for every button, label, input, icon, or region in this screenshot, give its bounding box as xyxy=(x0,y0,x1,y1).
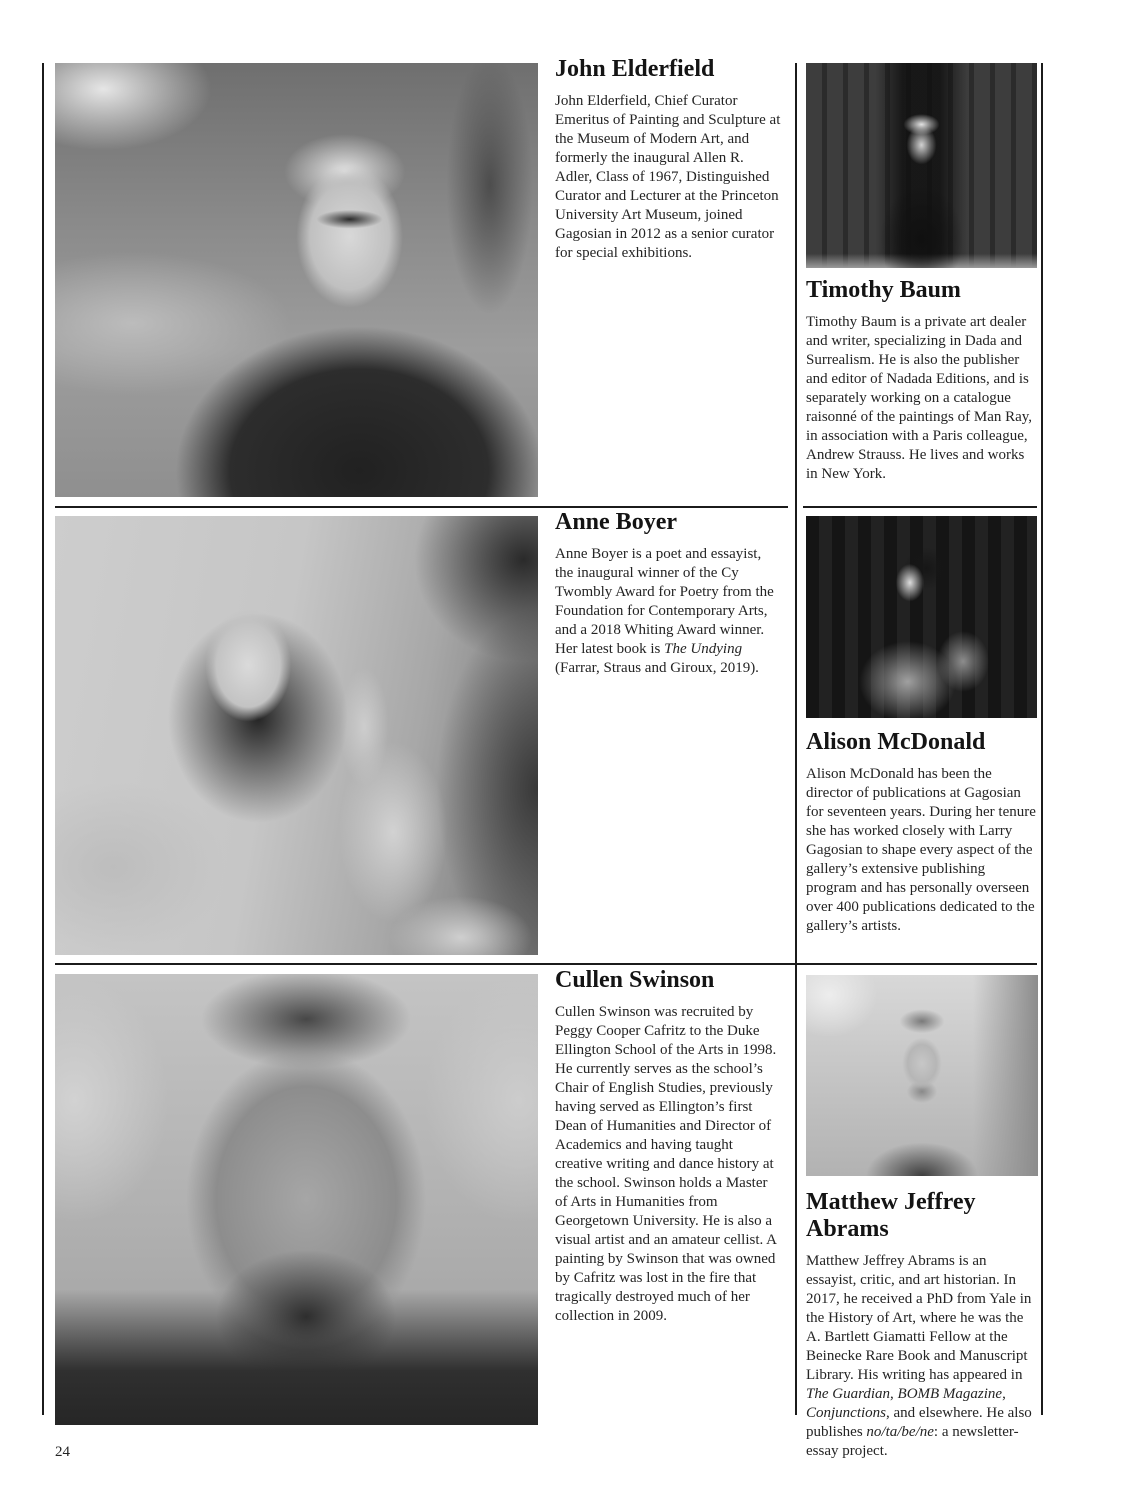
photo-anne-boyer xyxy=(55,516,538,955)
contributor-bio: John Elderfield, Chief Curator Emeritus of Painting and Sculpture at the Museum of Modern Art, and formerly the inaugural Allen R. Adler, Class of 1967, Distinguished Curator and Lecturer at the Princeton University Art Museum, joined Gagosian in 2012 as a senior curator for special exhibitions. xyxy=(555,92,781,261)
bio-section-cullen-swinson xyxy=(555,967,783,1326)
bio-section-anne-boyer xyxy=(555,509,783,678)
photo-matthew-jeffrey-abrams xyxy=(806,975,1038,1176)
contributor-name: Timothy Baum xyxy=(806,277,961,303)
right-column-rule xyxy=(1041,63,1043,1415)
bio-section-alison-mcdonald xyxy=(806,729,1039,936)
bio-section-timothy-baum xyxy=(806,277,1039,484)
photo-john-elderfield xyxy=(55,63,538,497)
contributor-bio: Timothy Baum is a private art dealer and writer, specializing in Dada and Surrealism. He is also the publisher and editor of Nadada Editions, and is separately working on a catalogue raisonné of the paintings of Man Ray, in association with a Paris colleague, Andrew Strauss. He lives and works in New York. xyxy=(806,313,1033,482)
contributor-name: John Elderfield xyxy=(555,56,715,82)
contributor-bio: Alison McDonald has been the director of publications at Gagosian for seventeen years. During her tenure she has worked closely with Larry Gagosian to shape every aspect of the gallery’s extensive publishing program and has personally overseen over 400 publications dedicated to the gallery’s artists. xyxy=(806,765,1036,934)
contributor-name: Matthew Jeffrey Abrams xyxy=(806,1189,976,1242)
page-number: 24 xyxy=(55,1444,70,1460)
photo-cullen-swinson xyxy=(55,974,538,1425)
row-divider-right xyxy=(803,506,1037,508)
contributor-bio: Matthew Jeffrey Abrams is an essayist, critic, and art historian. In 2017, he received a PhD from Yale in the History of Art, where he was the A. Bartlett Giamatti Fellow at the Beinecke Rare Book and Manuscript Library. His writing has appeared in The Guardian, BOMB Magazine, Conjunctions, and elsewhere. He also publishes no/ta/be/ne: a newsletter-essay project. xyxy=(806,1252,1032,1459)
contributor-bio: Anne Boyer is a poet and essayist, the inaugural winner of the Cy Twombly Award for Poetry from the Foundation for Contemporary Arts, and a 2018 Whiting Award winner. Her latest book is The Undying (Farrar, Straus and Giroux, 2019). xyxy=(555,545,774,676)
bio-section-matthew-jeffrey-abrams xyxy=(806,1189,1039,1461)
middle-column-rule xyxy=(795,63,797,1415)
contributor-name: Alison McDonald xyxy=(806,729,986,755)
left-column-rule xyxy=(42,63,44,1415)
contributor-name: Cullen Swinson xyxy=(555,967,715,993)
contributor-name: Anne Boyer xyxy=(555,509,677,535)
bio-section-john-elderfield xyxy=(555,56,783,263)
photo-timothy-baum xyxy=(806,63,1037,268)
row-divider-middle xyxy=(55,506,788,508)
row-divider-full xyxy=(55,963,1037,965)
photo-alison-mcdonald xyxy=(806,516,1037,718)
contributor-bio: Cullen Swinson was recruited by Peggy Cooper Cafritz to the Duke Ellington School of the Arts in 1998. He currently serves as the school’s Chair of English Studies, previously having served as Ellington’s first Dean of Humanities and Director of Academics and having taught creative writing and dance history at the school. Swinson holds a Master of Arts in Humanities from Georgetown University. He is also a visual artist and an amateur cellist. A painting by Swinson that was owned by Cafritz was lost in the fire that tragically destroyed much of her collection in 2009. xyxy=(555,1003,777,1324)
